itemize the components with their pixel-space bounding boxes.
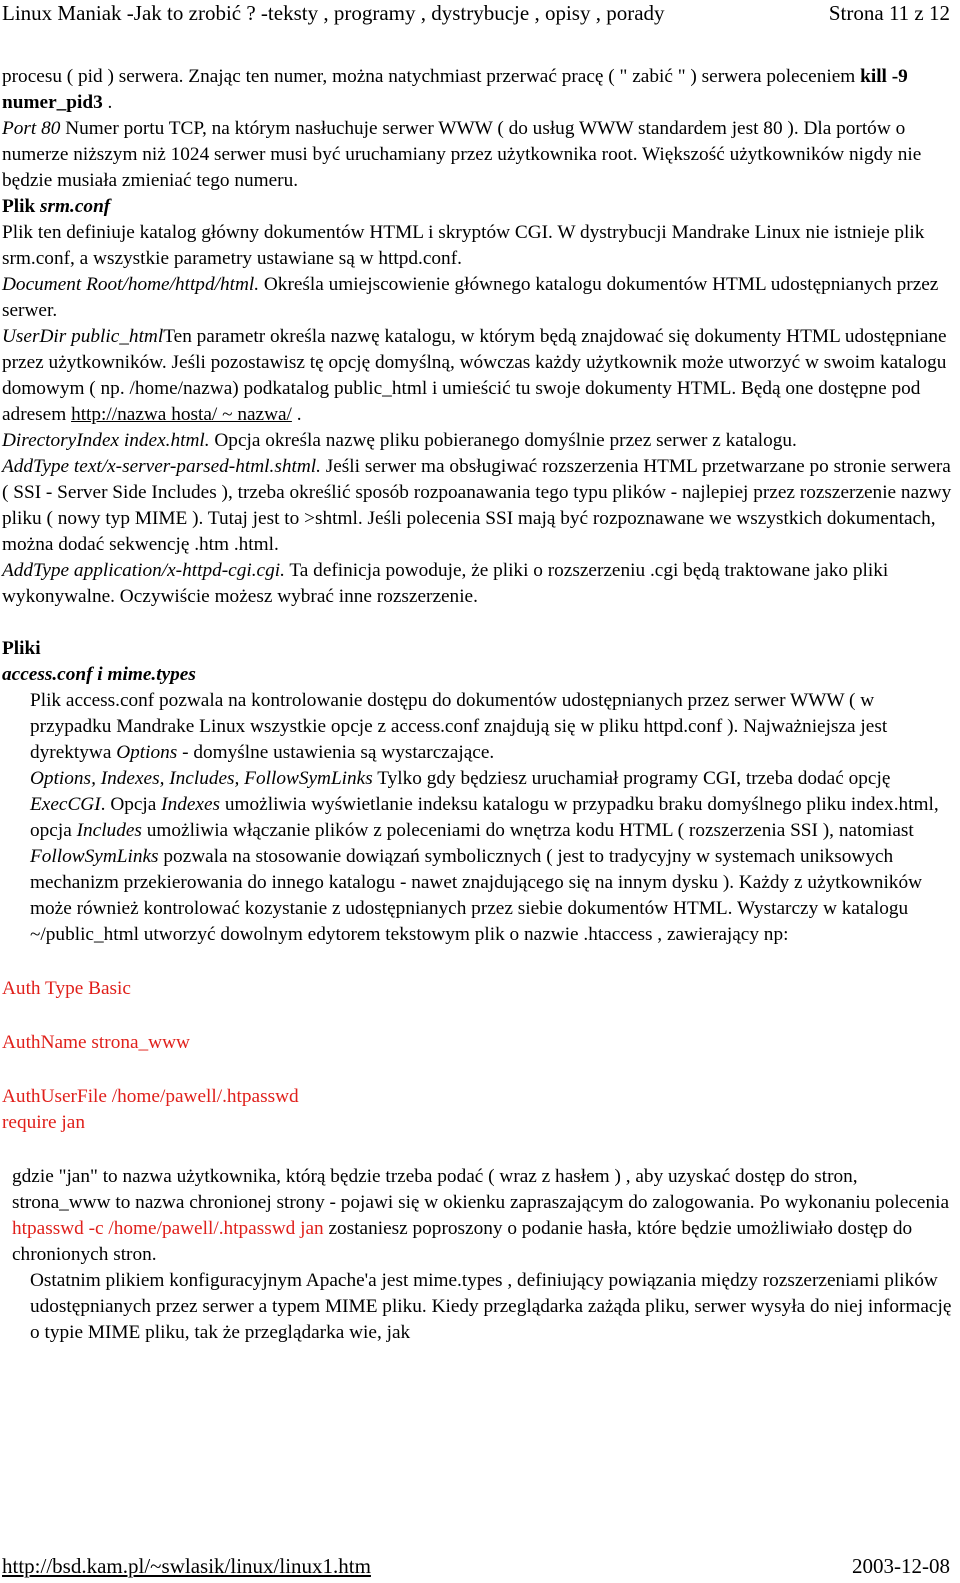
text: srm.conf [40,196,111,217]
page-header [0,0,960,40]
paragraph-document-root [2,272,952,324]
directive-userdir: UserDir public_html [2,326,164,347]
kill-command: kill -9 numer_pid3 [2,66,908,113]
text: Ta definicja powoduje, że pliki o rozszerzeniu .cgi będą traktowane jako pliki wykonywalne. Oczywiście możesz wybrać inne rozszerzenie. [2,560,889,607]
option-includes: Includes [76,820,142,841]
text: Jeśli serwer ma obsługiwać rozszerzenia HTML przetwarzane po stronie serwera ( SSI - Server Side Includes ), trzeba określić sposób rozpoanawania tego typu plików - najlepiej przez rozszerzenie nazwy pliku ( nowy typ MIME ). Tutaj jest to >shtml. Jeśli polecenia SSI mają być rozpoznawane we wszystkich dokumentach, można dodać sekwencję .htm .html. [2,456,952,555]
spacer [2,610,952,636]
option-indexes: Indexes [161,794,221,815]
paragraph-port [2,116,952,194]
code-auth-name: AuthName strona_www [2,1032,190,1053]
htpasswd-command: htpasswd -c /home/pawell/.htpasswd jan [12,1218,324,1239]
text: procesu ( pid ) serwera. Znając ten numer, można natychmiast przerwać pracę ( " zabić " ) serwera poleceniem [2,66,861,87]
option-followsymlinks: FollowSymLinks [30,846,159,867]
code-auth-type: Auth Type Basic [2,978,131,999]
text: . [102,92,113,113]
directive-directory-index: DirectoryIndex index.html. [2,430,210,451]
text: Opcja określa nazwę pliku pobieranego domyślnie przez serwer z katalogu. [209,430,797,451]
paragraph-mime-types: Ostatnim plikiem konfiguracyjnym Apache'a jest mime.types , definiujący powiązania między rozszerzeniami plików udostępnianych przez serwer a typem MIME pliku. Kiedy przeglądarka zażąda pliku, serwer wysyła do niej informację o typie MIME pliku, tak że przeglądarka wie, jak [30,1270,952,1343]
text: Określa umiejscowienie głównego katalogu dokumentów HTML udostępnianych przez serwer. [2,274,939,321]
paragraph-addtype-cgi [2,558,952,610]
text: gdzie "jan" to nazwa użytkownika, którą będzie trzeba podać ( wraz z hasłem ) , aby uzyskać dostęp do stron, strona_www to nazwa chronionej strony - pojawi się w okienku zapraszającym do zalogowania. Po wykonaniu polecenia [12,1166,950,1213]
text: Plik access.conf pozwala na kontrolowanie dostępu do dokumentów udostępnianych przez serwer WWW ( w przypadku Mandrake Linux wszystkie opcje z access.conf znajdują się w pliku httpd.conf ). Najważniejsza jest dyrektywa [30,690,888,763]
paragraph-process [2,64,952,116]
document-body [2,64,952,1346]
text: Numer portu TCP, na którym nasłuchuje serwer WWW ( do usług WWW standardem jest 80 ). Dla portów o numerze niższym niż 1024 serwer musi być uruchamiany przez użytkownika root. Większość użytkowników nigdy nie będzie musiała zmieniać tego numeru. [2,118,922,191]
paragraph-options [2,766,952,948]
paragraph-userdir [2,324,952,428]
text: pozwala na stosowanie dowiązań symbolicznych ( jest to tradycyjny w systemach uniksowych mechanizm przekierowania do innego katalogu - nawet znajdującego się na innym dysku ). Każdy z użytkowników może również kontrolować kozystanie z udostępnianych przez siebie dokumentów HTML. Wystarczy w katalogu ~/public_html utworzyć dowolnym edytorem tekstowym plik o nazwie .htaccess , zawierający np: [30,846,923,945]
text: . [291,404,302,425]
text: . Opcja [100,794,162,815]
paragraph-addtype-shtml [2,454,952,558]
text: umożliwia wyświetlanie indeksu katalogu w przypadku braku domyślnego pliku index.html, opcja [30,794,939,841]
paragraph-directory-index [2,428,952,454]
directive-document-root: Document Root/home/httpd/html. [2,274,260,295]
page-footer [0,1553,960,1581]
option-execcgi: ExecCGI [30,794,101,815]
heading-srm-conf [2,194,952,220]
user-home-link[interactable]: http://nazwa hosta/ ~ nazwa/ [71,404,292,425]
spacer [2,1136,952,1164]
directive-options: Options [116,742,178,763]
spacer [2,948,952,976]
spacer [2,1002,952,1030]
source-url[interactable]: http://bsd.kam.pl/~swlasik/linux/linux1.htm [2,1554,371,1578]
text: Tylko gdy będziesz uruchamiał programy CGI, trzeba dodać opcję [372,768,891,789]
document-title: Linux Maniak -Jak to zrobić ? -teksty , programy , dystrybucje , opisy , porady [2,1,665,25]
page-number: Strona 11 z 12 [828,1,950,25]
text: zostaniesz poproszony o podanie hasła, które będzie umożliwiało dostęp do chronionych stron. [12,1218,913,1265]
directive-addtype-shtml: AddType text/x-server-parsed-html.shtml. [2,456,321,477]
directive-port: Port 80 [2,118,61,139]
directive-options-list: Options, Indexes, Includes, FollowSymLinks [30,768,373,789]
text: - domyślne ustawienia są wystarczające. [177,742,495,763]
paragraph-access-conf [2,688,952,766]
heading-pliki: Pliki [2,638,41,659]
heading-access-mime: access.conf i mime.types [2,664,196,685]
paragraph-srm: Plik ten definiuje katalog główny dokumentów HTML i skryptów CGI. W dystrybucji Mandrake Linux nie istnieje plik srm.conf, a wszystkie parametry ustawiane są w httpd.conf. [2,222,925,269]
text: umożliwia włączanie plików z poleceniami do wnętrza kodu HTML ( rozszerzenia SSI ), natomiast [141,820,914,841]
paragraph-htpasswd [2,1164,952,1268]
text: Plik [2,196,41,217]
code-require: require jan [2,1112,85,1133]
print-date: 2003-12-08 [852,1554,950,1578]
spacer [2,1056,952,1084]
code-auth-user-file: AuthUserFile /home/pawell/.htpasswd [2,1086,299,1107]
directive-addtype-cgi: AddType application/x-httpd-cgi.cgi. [2,560,285,581]
text: Ten parametr określa nazwę katalogu, w którym będą znajdować się dokumenty HTML udostępniane przez użytkowników. Jeśli pozostawisz tę opcję domyślną, wówczas każdy użytkownik może utworzyć w swoim katalogu domowym ( np. /home/nazwa) podkatalog public_html i umieścić tu swoje dokumenty HTML. Będą one dostępne pod adresem [2,326,947,425]
